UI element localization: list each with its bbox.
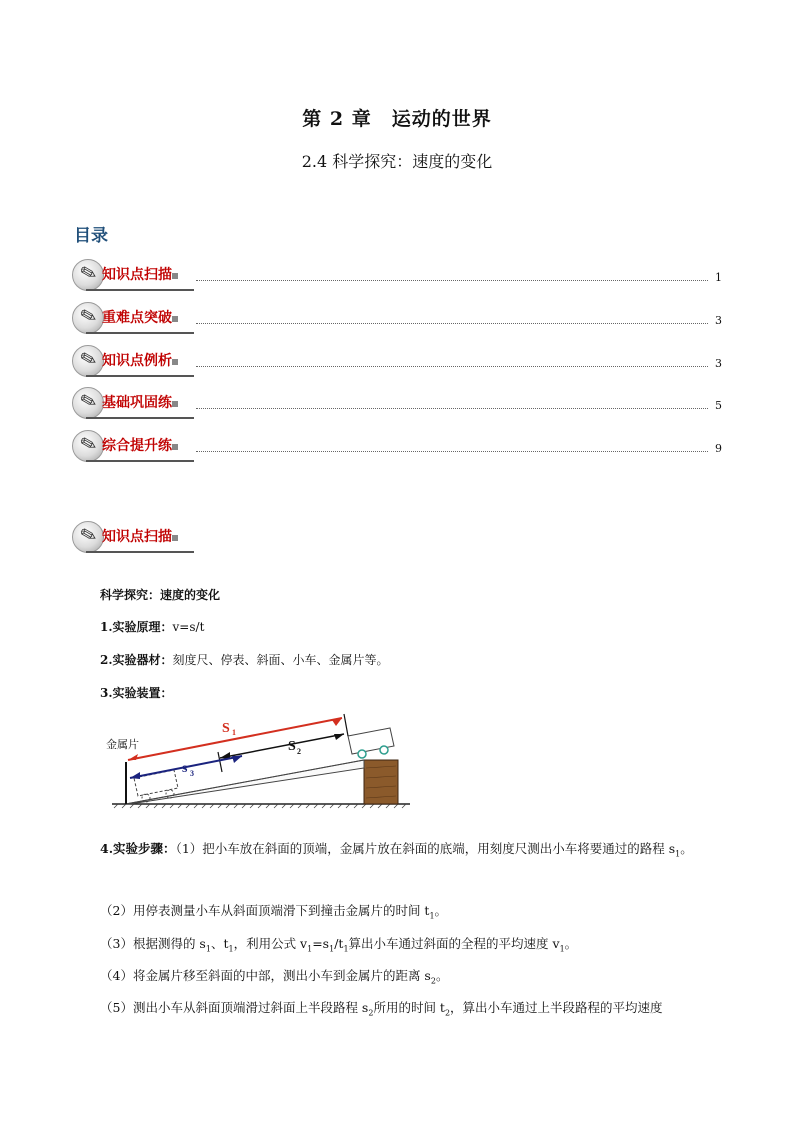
principle-line: [100, 618, 204, 635]
square-icon: [172, 273, 178, 279]
toc-item-5[interactable]: [72, 430, 722, 462]
s2-sub: 2: [297, 747, 301, 756]
square-icon: [172, 535, 178, 541]
toc-item-label: 重难点突破: [102, 310, 172, 326]
s1-sub: 1: [232, 728, 236, 737]
toc-page-number: 3: [715, 314, 722, 327]
toc-leader-dots: [196, 366, 708, 367]
section-badge-inner: [72, 521, 194, 553]
toc-item-label: 知识点例析: [102, 353, 172, 369]
equipment-line: [100, 651, 389, 668]
toc-badge: [72, 302, 194, 334]
toc-item-label: 知识点扫描: [102, 267, 172, 283]
toc-page-number: 9: [715, 442, 722, 455]
brush-icon: ✎: [77, 430, 100, 458]
toc-item-3[interactable]: [72, 345, 722, 377]
toc-badge: [72, 430, 194, 462]
s1-label: S: [222, 721, 230, 736]
principle-label: 1.实验原理：: [100, 620, 173, 634]
toc-item-label: 基础巩固练: [102, 395, 172, 411]
metal-label: 金属片: [106, 738, 139, 751]
toc-leader-dots: [196, 323, 708, 324]
step-5: （5）测出小车从斜面顶端滑过斜面上半段路程 $s_2$所用的时间 $t_2$，算出小车通过上半段路程的平均速度: [100, 1000, 663, 1018]
square-icon: [172, 401, 178, 407]
toc-badge: [72, 259, 194, 291]
badge-underline: [86, 289, 194, 291]
s1-arrow: [128, 718, 342, 760]
badge-underline: [86, 417, 194, 419]
topic-heading: 科学探究：速度的变化: [100, 588, 221, 602]
section-badge-label: 知识点扫描: [102, 529, 172, 545]
toc-leader-dots: [196, 451, 708, 452]
toc-leader-dots: [196, 408, 708, 409]
apparatus-label: 3.实验装置：: [100, 686, 173, 700]
toc-title: 目录: [74, 226, 108, 246]
toc-page-number: 1: [715, 271, 722, 284]
toc-leader-dots: [196, 280, 708, 281]
toc-item-4[interactable]: [72, 387, 722, 419]
brush-icon: ✎: [77, 345, 100, 373]
chapter-title: 第 2 章 运动的世界: [302, 108, 492, 130]
toc-item-label: 综合提升练: [102, 438, 172, 454]
s3-sub: 3: [190, 769, 194, 778]
incline-diagram: [100, 712, 440, 812]
brush-icon: ✎: [77, 387, 100, 415]
step-2: （2）用停表测量小车从斜面顶端滑下到撞击金属片的时间 $t_1$。: [100, 903, 448, 921]
square-icon: [172, 316, 178, 322]
wood-block: [364, 760, 398, 804]
toc-item-1[interactable]: [72, 259, 722, 291]
toc-badge: [72, 345, 194, 377]
badge-underline: [86, 375, 194, 377]
s2-label: S: [288, 739, 296, 754]
s3-label: s: [182, 761, 188, 776]
wheel-icon: [380, 746, 388, 754]
square-icon: [172, 444, 178, 450]
step-1: 4.实验步骤：（1）把小车放在斜面的顶端，金属片放在斜面的底端，用刻度尺测出小车将要通过的路程 $s_1$。: [100, 841, 693, 859]
brush-icon: ✎: [77, 259, 100, 287]
toc-badge: [72, 387, 194, 419]
equipment-value: 刻度尺、停表、斜面、小车、金属片等。: [172, 653, 389, 667]
toc-item-2[interactable]: [72, 302, 722, 334]
steps-label: 4.实验步骤：: [100, 841, 176, 856]
step-4: （4）将金属片移至斜面的中部，测出小车到金属片的距离 $s_2$。: [100, 968, 449, 986]
badge-underline: [86, 332, 194, 334]
brush-icon: ✎: [77, 521, 100, 549]
principle-value: v=s/t: [172, 620, 205, 634]
section-title: 2.4 科学探究：速度的变化: [301, 152, 493, 171]
toc-page-number: 5: [715, 399, 722, 412]
square-icon: [172, 359, 178, 365]
incline-surface: [126, 760, 364, 804]
brush-icon: ✎: [77, 302, 100, 330]
step-3: （3）根据测得的 $s_1$、$t_1$，利用公式 $v_1=s_1/t_1$算出小车通过斜面的全程的平均速度 $v_1$。: [100, 936, 578, 954]
badge-underline: [86, 460, 194, 462]
wheel-icon: [358, 750, 366, 758]
section-badge: [72, 521, 202, 555]
toc-page-number: 3: [715, 357, 722, 370]
badge-underline: [86, 551, 194, 553]
equipment-label: 2.实验器材：: [100, 653, 173, 667]
